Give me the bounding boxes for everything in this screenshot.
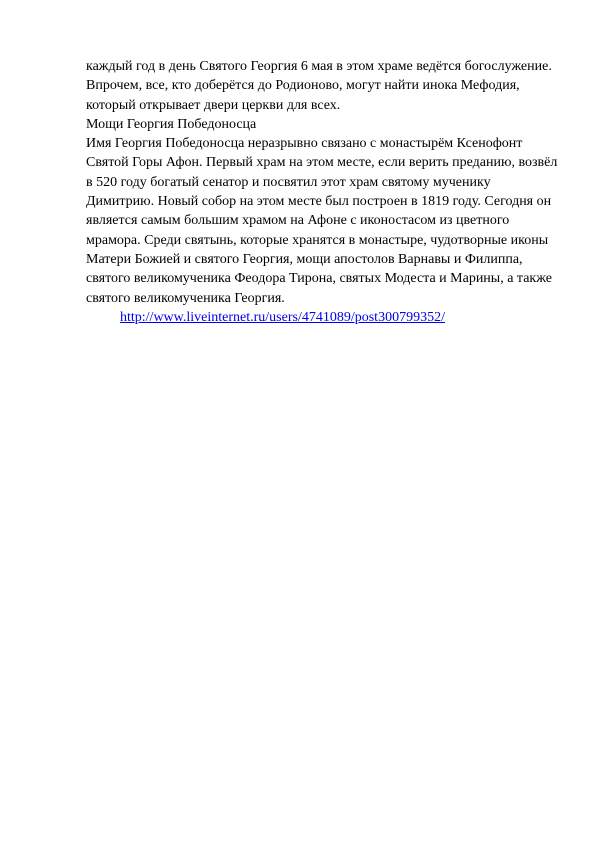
paragraph2-line-2: Святой Горы Афон. Первый храм на этом месте, если верить преданию, возвёл xyxy=(86,155,558,171)
paragraph2-line-4: Димитрию. Новый собор на этом месте был построен в 1819 году. Сегодня он xyxy=(86,194,552,210)
source-link-line xyxy=(86,308,556,327)
paragraph2-line-1: Имя Георгия Победоносца неразрывно связано с монастырём Ксенофонт xyxy=(86,136,523,152)
source-link[interactable]: http://www.liveinternet.ru/users/4741089/post300799352/ xyxy=(120,309,445,325)
paragraph2-line-5: является самым большим храмом на Афоне с иконостасом из цветного xyxy=(86,213,510,229)
paragraph2-line-6: мрамора. Среди святынь, которые хранятся в монастыре, чудотворные иконы xyxy=(86,232,549,248)
paragraph1-line-3: который открывает двери церкви для всех. xyxy=(86,97,341,113)
paragraph2-line-3: в 520 году богатый сенатор и посвятил этот храм святому мученику xyxy=(86,174,491,190)
section-heading: Мощи Георгия Победоносца xyxy=(86,116,257,132)
paragraph2-line-9: святого великомученика Георгия. xyxy=(86,290,285,306)
paragraph2-line-7: Матери Божией и святого Георгия, мощи апостолов Варнавы и Филиппа, xyxy=(86,251,523,267)
paragraph1-line-1: каждый год в день Святого Георгия 6 мая в этом храме ведётся богослужение. xyxy=(86,59,552,74)
document-body xyxy=(86,57,556,327)
paragraph2-line-8: святого великомученика Феодора Тирона, святых Модеста и Марины, а также xyxy=(86,271,552,287)
paragraph1-line-2: Впрочем, все, кто доберётся до Родионово, могут найти инока Мефодия, xyxy=(86,78,520,94)
